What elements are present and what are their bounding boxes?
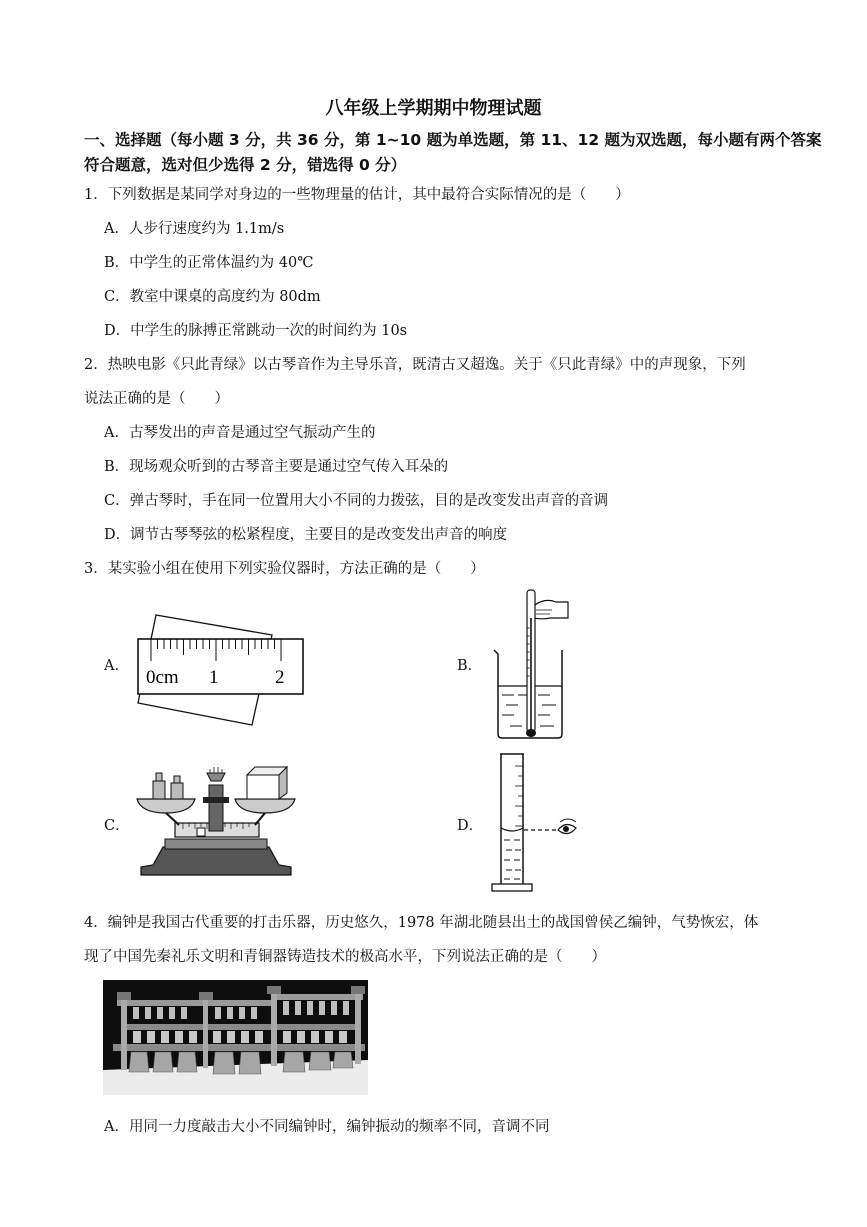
balance-figure [131, 763, 301, 883]
ruler-tick-2: 2 [275, 667, 285, 688]
question-2-stem-line2: 说法正确的是（ ） [84, 391, 229, 407]
ruler-tick-1: 1 [209, 667, 219, 688]
question-2-stem-line1: 2．热映电影《只此青绿》以古琴音作为主导乐音，既清古又超逸。关于《只此青绿》中的声现象，下列 [84, 357, 746, 373]
figure-d-label: D． [457, 818, 484, 834]
figure-c-label: C． [104, 818, 130, 834]
figure-b-label: B． [457, 658, 483, 674]
question-3-stem: 3．某实验小组在使用下列实验仪器时，方法正确的是（ ） [84, 561, 485, 577]
page-title: 八年级上学期期中物理试题 [325, 98, 542, 119]
question-4-stem-line2: 现了中国先秦礼乐文明和青铜器铸造技术的极高水平，下列说法正确的是（ ） [84, 949, 606, 965]
question-2-option-d: D．调节古琴琴弦的松紧程度，主要目的是改变发出声音的响度 [104, 527, 508, 543]
question-4-stem-line1: 4．编钟是我国古代重要的打击乐器，历史悠久，1978 年湖北随县出土的战国曾侯乙编钟，气势恢宏，体 [84, 915, 759, 931]
question-4-option-a: A．用同一力度敲击大小不同编钟时，编钟振动的频率不同，音调不同 [104, 1119, 550, 1135]
question-2-option-c: C．弹古琴时，手在同一位置用大小不同的力拨弦，目的是改变发出声音的音调 [104, 493, 609, 509]
question-1-option-a: A．人步行速度约为 1.1m/s [104, 221, 285, 237]
question-2-option-b: B．现场观众听到的古琴音主要是通过空气传入耳朵的 [104, 459, 449, 475]
question-1-option-b: B．中学生的正常体温约为 40℃ [104, 255, 314, 271]
question-1-option-d: D．中学生的脉搏正常跳动一次的时间约为 10s [104, 323, 408, 339]
ruler-figure [134, 603, 309, 728]
beaker-thermometer-figure [486, 588, 576, 740]
graduated-cylinder-figure [488, 750, 580, 895]
question-1-stem: 1．下列数据是某同学对身边的一些物理量的估计，其中最符合实际情况的是（ ） [84, 187, 630, 203]
ruler-tick-0: 0cm [146, 667, 179, 688]
figure-a-label: A． [104, 658, 129, 674]
bianzhong-photo [103, 980, 368, 1095]
section-heading: 一、选择题（每小题 3 分，共 36 分，第 1~10 题为单选题，第 11、12 题为双选题，每小题有两个答案符合题意，选对但少选得 2 分，错选得 0 分） [84, 131, 822, 174]
question-2-option-a: A．古琴发出的声音是通过空气振动产生的 [104, 425, 376, 441]
question-1-option-c: C．教室中课桌的高度约为 80dm [104, 289, 321, 305]
